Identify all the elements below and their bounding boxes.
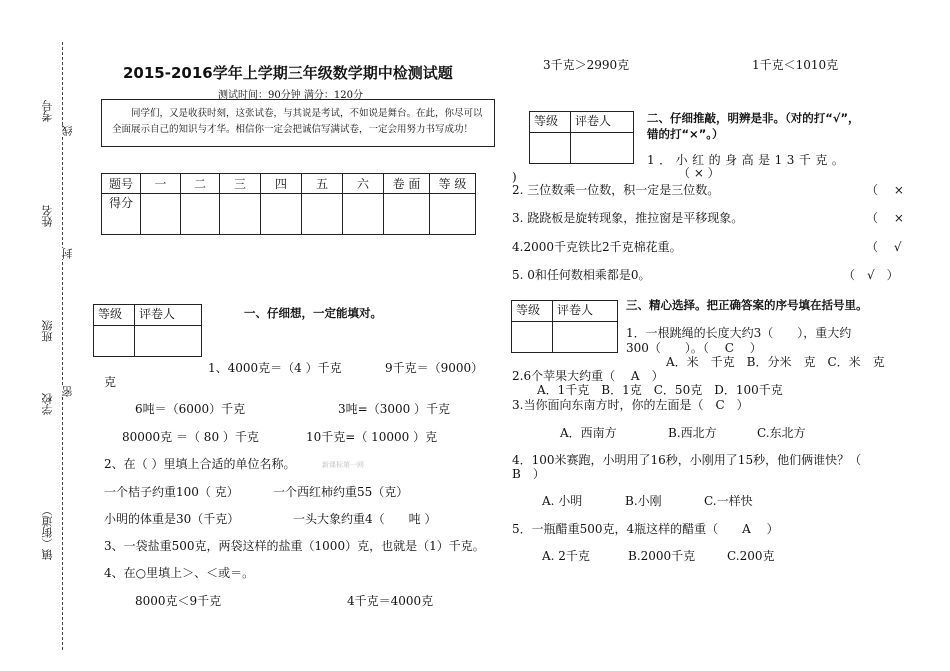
s2-q1-paren-end: ) — [512, 170, 517, 184]
s3-q3: 3.当你面向东南方时，你的左面是（ C ） — [512, 398, 749, 412]
s2-q4-mark: （ √ — [866, 240, 902, 254]
score-header-cell: 题号 — [102, 174, 141, 194]
section2-heading-line1: 二、仔细推敲，明辨是非。（对的打“√”， — [647, 111, 860, 125]
q1-c: 6吨＝（6000）千克 — [135, 402, 246, 416]
sidebar-label-line: 线 — [61, 125, 74, 136]
score-cell — [141, 194, 181, 235]
s3-q4-option-b: B.小刚 — [625, 494, 662, 508]
q4-c: 3千克＞2990克 — [543, 58, 630, 72]
s3-q3-option-a: A．西南方 — [560, 426, 617, 440]
grader-grade-label: 等级 — [94, 305, 135, 326]
s2-q3: 3. 跷跷板是旋转现象，推拉窗是平移现象。 — [512, 211, 744, 225]
grader-box-section1 — [93, 304, 202, 357]
score-cell — [181, 194, 220, 235]
s3-q3-option-b: B.西北方 — [668, 426, 717, 440]
score-header-cell: 三 — [220, 174, 261, 194]
q1-d: 3吨=（3000 ）千克 — [338, 402, 451, 416]
s2-q1-line1: 1．小红的身高是13千克。 — [647, 153, 849, 167]
grader-grade-cell — [512, 322, 553, 353]
score-cell — [343, 194, 384, 235]
s2-q5-mark: （ √ ） — [843, 268, 899, 282]
section1-heading: 一、仔细想，一定能填对。 — [244, 306, 382, 320]
s2-q2-mark: （ × — [866, 183, 904, 197]
sidebar-label-town: 镇（街道） — [41, 505, 54, 560]
q1-b: 9千克＝（9000） — [385, 361, 484, 375]
score-header-cell: 一 — [141, 174, 181, 194]
score-cell — [430, 194, 476, 235]
s3-q5: 5．一瓶醋重500克，4瓶这样的醋重（ A ） — [512, 522, 779, 536]
s3-q1-line1: 1．一根跳绳的长度大约3（ ），重大约 — [626, 326, 852, 340]
s3-q2: 2.6个苹果大约重（ A ） — [512, 369, 664, 383]
sidebar-label-seal: 封 — [61, 248, 74, 259]
score-header-cell: 五 — [302, 174, 343, 194]
score-header-cell: 四 — [261, 174, 302, 194]
score-header-cell: 卷 面 — [384, 174, 430, 194]
sidebar-label-exam-number: 考号 — [41, 100, 54, 122]
grader-name-cell — [571, 133, 634, 164]
q1-f: 10千克=（ 10000 ）克 — [306, 430, 438, 444]
section2-heading-line2: 错的打“×”。） — [647, 127, 724, 141]
q2-a: 一个桔子约重100（ 克） — [104, 485, 239, 499]
q1-e: 80000克 ＝（ 80 ）千克 — [122, 430, 259, 444]
grader-grade-label: 等级 — [512, 301, 553, 322]
sidebar-label-school: 学校 — [41, 393, 54, 415]
sidebar-label-class: 班级 — [41, 320, 54, 342]
score-header-cell: 六 — [343, 174, 384, 194]
s3-q4-option-c: C.一样快 — [704, 494, 753, 508]
s3-q4-line1: 4．100米赛跑，小明用了16秒，小刚用了15秒，他们俩谁快？（ — [512, 453, 862, 467]
s2-q4: 4.2000千克铁比2千克棉花重。 — [512, 240, 682, 254]
s3-q1-line2: 300（ ）。（ C ） — [626, 341, 762, 355]
score-cell — [261, 194, 302, 235]
q2-prompt: 2、在（ ）里填上合适的单位名称。 — [104, 457, 296, 471]
watermark-text: 新课标第一网 — [322, 461, 364, 469]
page-title: 2015-2016学年上学期三年级数学期中检测试题 — [123, 64, 453, 82]
score-table — [101, 173, 476, 235]
grader-grade-cell — [530, 133, 571, 164]
q2-b: 一个西红柿约重55（克） — [273, 485, 409, 499]
score-row-label: 得分 — [102, 194, 141, 235]
s3-q4-option-a: A. 小明 — [542, 494, 583, 508]
grader-name-label: 评卷人 — [553, 301, 618, 322]
score-cell — [384, 194, 430, 235]
q3: 3、一袋盐重500克，两袋这样的盐重（1000）克，也就是（1）千克。 — [104, 539, 485, 553]
s2-q1-line2: （ × ） — [678, 166, 720, 180]
s3-q2-options: A．1千克 B．1克 C．50克 D．100千克 — [537, 383, 783, 397]
notice-text: 同学们，又是收获时刻，这张试卷，与其说是考试，不如说是舞台。在此，你尽可以全面展示自己的知识与才华。相信你一定会把诚信写满试卷，一定会用努力书写成功！ — [112, 108, 483, 135]
grader-grade-label: 等级 — [530, 112, 571, 133]
score-header-cell: 二 — [181, 174, 220, 194]
s3-q3-option-c: C.东北方 — [757, 426, 806, 440]
s2-q2: 2. 三位数乘一位数，积一定是三位数。 — [512, 183, 720, 197]
q4-d: 1千克＜1010克 — [752, 58, 839, 72]
notice-box — [101, 99, 495, 147]
q4-b: 4千克＝4000克 — [347, 594, 434, 608]
grader-box-section3 — [511, 300, 618, 353]
score-header-cell: 等 级 — [430, 174, 476, 194]
q4-prompt: 4、在○里填上＞、＜或＝。 — [104, 566, 255, 580]
sidebar-label-secret: 密 — [61, 386, 74, 397]
s3-q5-option-a: A. 2千克 — [542, 549, 590, 563]
q1-b-unit: 克 — [104, 375, 117, 389]
grader-box-section2 — [529, 111, 634, 164]
s2-q3-mark: （ × — [866, 211, 904, 225]
s2-q5: 5. 0和任何数相乘都是0。 — [512, 268, 651, 282]
grader-name-cell — [553, 322, 618, 353]
s3-q4-line2: B ） — [512, 467, 545, 481]
section3-heading: 三、精心选择。把正确答案的序号填在括号里。 — [626, 298, 868, 312]
q1-a: 1、4000克＝（4 ）千克 — [208, 361, 342, 375]
s3-q5-option-c: C.200克 — [727, 549, 775, 563]
grader-name-cell — [135, 326, 202, 357]
exam-info: 测试时间：90分钟 满分：120分 — [218, 90, 363, 101]
s3-q1-options: A．米 千克 B．分米 克 C．米 克 — [666, 355, 885, 369]
score-cell — [302, 194, 343, 235]
q2-c: 小明的体重是30（千克） — [104, 512, 240, 526]
grader-name-label: 评卷人 — [571, 112, 634, 133]
q2-d: 一头大象约重4（ 吨 ） — [293, 512, 437, 526]
s3-q5-option-b: B.2000千克 — [628, 549, 696, 563]
score-cell — [220, 194, 261, 235]
grader-name-label: 评卷人 — [135, 305, 202, 326]
sidebar-label-name: 姓名 — [41, 205, 54, 227]
grader-grade-cell — [94, 326, 135, 357]
q4-a: 8000克＜9千克 — [135, 594, 222, 608]
